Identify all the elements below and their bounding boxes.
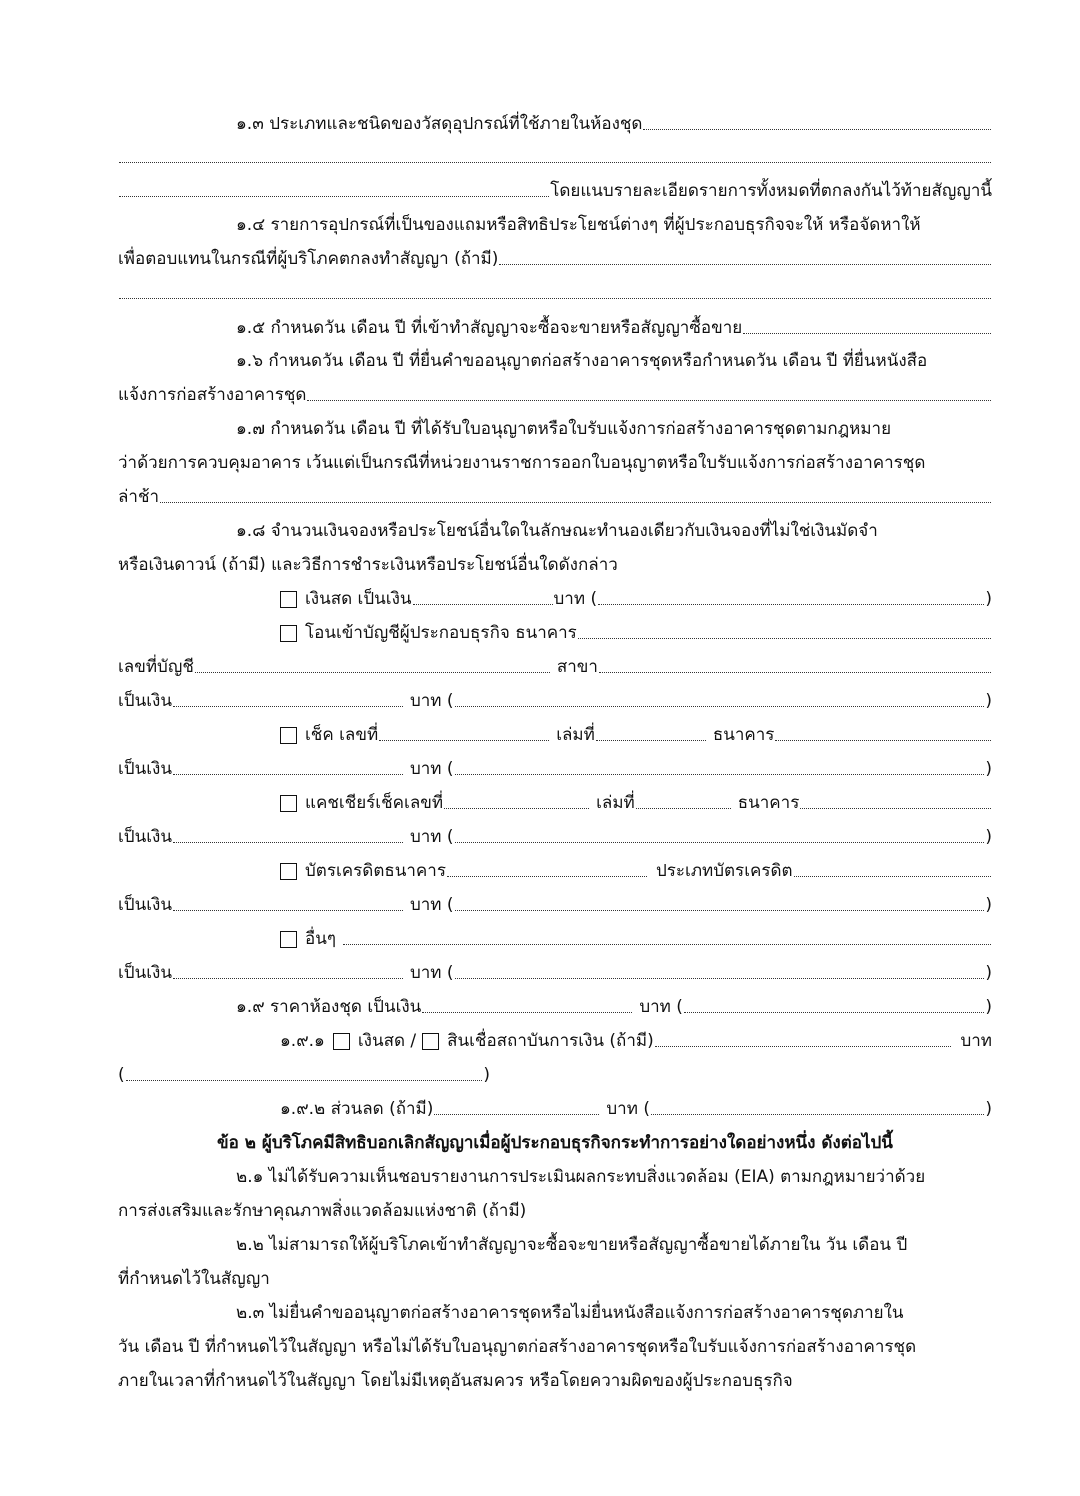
other-field[interactable] <box>343 944 991 945</box>
transfer-amount-field[interactable] <box>173 706 403 707</box>
card-type-field[interactable] <box>794 876 991 877</box>
cheque-bank-label: ธนาคาร <box>712 725 775 745</box>
other-baht-label: บาท ( <box>409 963 454 983</box>
loan-baht-label: บาท <box>960 1031 992 1051</box>
credit-option-line <box>280 854 992 882</box>
other-amount-label: เป็นเงิน <box>118 963 172 983</box>
price-close: ) <box>985 997 992 1017</box>
item-1-3-tail-line <box>118 174 992 202</box>
price-cash-label: เงินสด / <box>357 1031 417 1051</box>
credit-amount-line <box>118 888 992 916</box>
item-1-6-line2 <box>118 378 992 406</box>
item-2-1-text2: การส่งเสริมและรักษาคุณภาพสิ่งแวดล้อมแห่งชาติ (ถ้ามี) <box>118 1201 527 1221</box>
item-2-2-line2 <box>118 1262 992 1290</box>
item-1-9-line <box>236 990 992 1018</box>
item-1-9-2-label: ๑.๙.๒ ส่วนลด (ถ้ามี) <box>280 1099 434 1119</box>
cheque-words-field[interactable] <box>455 774 985 775</box>
discount-close: ) <box>985 1099 992 1119</box>
item-1-9-1-line <box>280 1024 992 1052</box>
item-2-3-text1: ๒.๓ ไม่ยื่นคำขออนุญาตก่อสร้างอาคารชุดหรือไม่ยื่นหนังสือแจ้งการก่อสร้างอาคารชุดภายใน <box>236 1303 904 1323</box>
loan-words-field[interactable] <box>126 1080 483 1081</box>
cashier-amount-label: เป็นเงิน <box>118 827 172 847</box>
cashier-bank-field[interactable] <box>800 808 991 809</box>
gifts-field-2[interactable] <box>119 298 991 299</box>
cashier-option-line <box>280 786 992 814</box>
loan-amount-field[interactable] <box>655 1046 952 1047</box>
cashier-baht-label: บาท ( <box>409 827 454 847</box>
discount-baht-label: บาท ( <box>606 1099 650 1119</box>
item-1-3-line <box>236 107 992 135</box>
permit-received-date-field[interactable] <box>160 502 991 503</box>
credit-baht-label: บาท ( <box>409 895 454 915</box>
other-amount-line <box>118 956 992 984</box>
transfer-checkbox[interactable] <box>280 625 297 642</box>
branch-label: สาขา <box>556 657 598 677</box>
cheque-no-field[interactable] <box>379 740 549 741</box>
cashier-amount-field[interactable] <box>173 842 403 843</box>
item-2-3-line1 <box>236 1296 992 1324</box>
cash-amount-field[interactable] <box>413 604 553 605</box>
item-1-8-line2 <box>118 548 992 576</box>
cheque-amount-field[interactable] <box>173 774 403 775</box>
cashier-words-field[interactable] <box>455 842 985 843</box>
other-words-field[interactable] <box>455 978 985 979</box>
item-1-7-text1: ๑.๗ กำหนดวัน เดือน ปี ที่ได้รับใบอนุญาตหรือใบรับแจ้งการก่อสร้างอาคารชุดตามกฎหมาย <box>236 419 892 439</box>
cheque-amount-line <box>118 752 992 780</box>
item-1-9-1-number: ๑.๙.๑ <box>280 1031 325 1051</box>
section-2-heading-text: ข้อ ๒ ผู้บริโภคมีสิทธิบอกเลิกสัญญาเมื่อผู้ประกอบธุรกิจกระทำการอย่างใดอย่างหนึ่ง ดังต่อไปนี้ <box>217 1133 893 1153</box>
cashier-no-field[interactable] <box>444 808 589 809</box>
transfer-amount-label: เป็นเงิน <box>118 691 172 711</box>
item-1-8-text2: หรือเงินดาวน์ (ถ้ามี) และวิธีการชำระเงินหรือประโยชน์อื่นใดดังกล่าว <box>118 555 618 575</box>
item-1-9-label: ๑.๙ ราคาห้องชุด เป็นเงิน <box>236 997 422 1017</box>
gifts-field[interactable] <box>499 264 991 265</box>
cash-close: ) <box>985 589 992 609</box>
branch-field[interactable] <box>599 672 991 673</box>
cheque-amount-label: เป็นเงิน <box>118 759 172 779</box>
gifts-continuation-line[interactable] <box>118 276 992 304</box>
discount-words-field[interactable] <box>651 1114 984 1115</box>
loan-checkbox[interactable] <box>422 1033 439 1050</box>
cheque-baht-label: บาท ( <box>409 759 454 779</box>
cashier-bank-label: ธนาคาร <box>737 793 800 813</box>
transfer-bank-field[interactable] <box>578 638 991 639</box>
item-2-2-line1 <box>236 1228 992 1256</box>
account-no-label: เลขที่บัญชี <box>118 657 194 677</box>
credit-words-field[interactable] <box>455 910 985 911</box>
cash-label: เงินสด เป็นเงิน <box>305 589 412 609</box>
item-1-4-line1 <box>236 208 992 236</box>
cheque-close: ) <box>985 759 992 779</box>
transfer-amount-line <box>118 684 992 712</box>
cashier-checkbox[interactable] <box>280 795 297 812</box>
price-field[interactable] <box>422 1012 632 1013</box>
item-1-9-2-line <box>280 1092 992 1120</box>
other-option-line <box>280 922 992 950</box>
item-1-7-text3: ล่าช้า <box>118 487 160 507</box>
account-no-field[interactable] <box>195 672 550 673</box>
item-1-5-label: ๑.๕ กำหนดวัน เดือน ปี ที่เข้าทำสัญญาจะซื้อจะขายหรือสัญญาซื้อขาย <box>236 318 743 338</box>
transfer-close: ) <box>985 691 992 711</box>
item-1-7-line3 <box>118 480 992 508</box>
item-1-6-line1 <box>236 344 992 372</box>
item-2-2-text2: ที่กำหนดไว้ในสัญญา <box>118 1269 270 1289</box>
materials-continuation-line[interactable] <box>118 140 992 168</box>
item-2-3-line3 <box>118 1364 992 1392</box>
cashier-book-field[interactable] <box>636 808 731 809</box>
item-2-3-text2: วัน เดือน ปี ที่กำหนดไว้ในสัญญา หรือไม่ได้รับใบอนุญาตก่อสร้างอาคารชุดหรือใบรับแจ้งการก่อสร้างอาคารชุด <box>118 1337 917 1357</box>
cheque-bank-field[interactable] <box>775 740 991 741</box>
cheque-checkbox[interactable] <box>280 727 297 744</box>
price-baht-label: บาท ( <box>639 997 683 1017</box>
other-close: ) <box>985 963 992 983</box>
transfer-baht-label: บาท ( <box>409 691 454 711</box>
cheque-book-field[interactable] <box>596 740 706 741</box>
cheque-option-line <box>280 718 992 746</box>
credit-label: บัตรเครดิตธนาคาร <box>305 861 446 881</box>
cashier-close: ) <box>985 827 992 847</box>
price-cash-checkbox[interactable] <box>333 1033 350 1050</box>
credit-close: ) <box>985 895 992 915</box>
other-checkbox[interactable] <box>280 931 297 948</box>
section-2-heading <box>118 1126 992 1154</box>
item-2-3-line2 <box>118 1330 992 1358</box>
cheque-label: เช็ค เลขที่ <box>305 725 379 745</box>
item-2-3-text3: ภายในเวลาที่กำหนดไว้ในสัญญา โดยไม่มีเหตุอันสมควร หรือโดยความผิดของผู้ประกอบธุรกิจ <box>118 1371 793 1391</box>
other-amount-field[interactable] <box>173 978 403 979</box>
cash-baht-label: บาท ( <box>553 589 598 609</box>
item-1-7-line1 <box>236 412 992 440</box>
loan-open: ( <box>118 1065 125 1085</box>
permit-request-date-field[interactable] <box>307 400 991 401</box>
item-1-3-tail: โดยแนบรายละเอียดรายการทั้งหมดที่ตกลงกันไว้ท้ายสัญญานี้ <box>550 181 992 201</box>
materials-field[interactable] <box>643 129 991 130</box>
loan-label: สินเชื่อสถาบันการเงิน (ถ้ามี) <box>447 1031 654 1051</box>
cashier-amount-line <box>118 820 992 848</box>
loan-close: ) <box>483 1065 490 1085</box>
item-1-4-line2 <box>118 242 992 270</box>
item-2-2-text1: ๒.๒ ไม่สามารถให้ผู้บริโภคเข้าทำสัญญาจะซื้อจะขายหรือสัญญาซื้อขายได้ภายใน วัน เดือน ปี <box>236 1235 908 1255</box>
transfer-words-field[interactable] <box>455 706 985 707</box>
item-1-9-1-continuation <box>118 1058 490 1086</box>
account-line <box>118 650 992 678</box>
item-1-7-text2: ว่าด้วยการควบคุมอาคาร เว้นแต่เป็นกรณีที่หน่วยงานราชการออกใบอนุญาตหรือใบรับแจ้งการก่อสร้างอาคารชุด <box>118 453 926 473</box>
cashier-label: แคชเชียร์เช็คเลขที่ <box>305 793 444 813</box>
item-2-1-line1 <box>236 1160 992 1188</box>
credit-amount-field[interactable] <box>173 910 403 911</box>
item-1-6-text1: ๑.๖ กำหนดวัน เดือน ปี ที่ยื่นคำขออนุญาตก่อสร้างอาคารชุดหรือกำหนดวัน เดือน ปี ที่ยื่นหนังสือ <box>236 351 928 371</box>
cash-option-line <box>280 582 992 610</box>
cheque-book-label: เล่มที่ <box>556 725 595 745</box>
item-1-4-text1: ๑.๔ รายการอุปกรณ์ที่เป็นของแถมหรือสิทธิประโยชน์ต่างๆ ที่ผู้ประกอบธุรกิจจะให้ หรือจัดหาให้ <box>236 215 921 235</box>
item-1-7-line2 <box>118 446 992 474</box>
credit-bank-field[interactable] <box>447 876 647 877</box>
credit-amount-label: เป็นเงิน <box>118 895 172 915</box>
cashier-book-label: เล่มที่ <box>596 793 635 813</box>
materials-field-3[interactable] <box>119 196 549 197</box>
item-2-1-line2 <box>118 1194 992 1222</box>
item-2-1-text1: ๒.๑ ไม่ได้รับความเห็นชอบรายงานการประเมินผลกระทบสิ่งแวดล้อม (EIA) ตามกฎหมายว่าด้วย <box>236 1167 926 1187</box>
cash-words-field[interactable] <box>598 604 984 605</box>
discount-field[interactable] <box>434 1114 599 1115</box>
price-words-field[interactable] <box>684 1012 984 1013</box>
other-label: อื่นๆ <box>305 929 336 949</box>
card-type-label: ประเภทบัตรเครดิต <box>655 861 793 881</box>
item-1-8-text1: ๑.๘ จำนวนเงินจองหรือประโยชน์อื่นใดในลักษณะทำนองเดียวกับเงินจองที่ไม่ใช่เงินมัดจำ <box>236 521 878 541</box>
item-1-6-text2: แจ้งการก่อสร้างอาคารชุด <box>118 385 307 405</box>
contract-date-field[interactable] <box>743 333 991 334</box>
item-1-8-line1 <box>236 514 992 542</box>
cash-checkbox[interactable] <box>280 591 297 608</box>
item-1-4-text2: เพื่อตอบแทนในกรณีที่ผู้บริโภคตกลงทำสัญญา (ถ้ามี) <box>118 249 499 269</box>
transfer-option-line <box>280 616 992 644</box>
item-1-3-label: ๑.๓ ประเภทและชนิดของวัสดุอุปกรณ์ที่ใช้ภายในห้องชุด <box>236 114 643 134</box>
item-1-5-line <box>236 311 992 339</box>
transfer-label: โอนเข้าบัญชีผู้ประกอบธุรกิจ ธนาคาร <box>305 623 577 643</box>
materials-field-2[interactable] <box>119 162 991 163</box>
credit-checkbox[interactable] <box>280 863 297 880</box>
